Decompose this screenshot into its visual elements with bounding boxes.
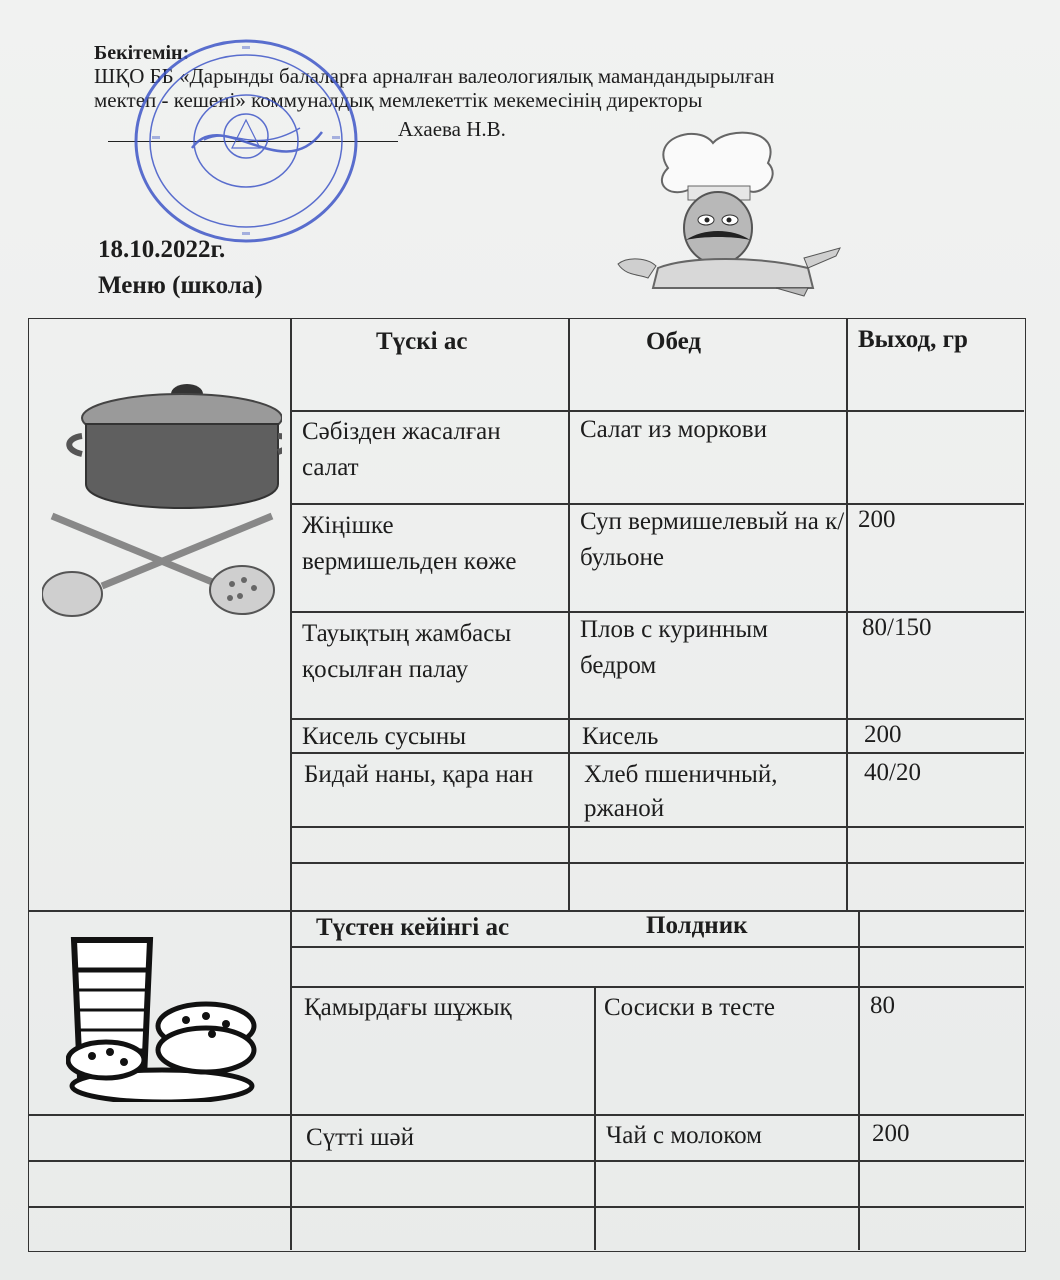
approval-org-line1: ШҚО ББ «Дарынды балаларға арналған валеологиялық мамандандырылған	[94, 64, 775, 88]
lunch-header-yield: Выход, гр	[858, 326, 968, 353]
lunch-row-3-kz: Тауықтың жамбасы қосылған палау	[302, 620, 512, 683]
glass-of-milk-with-cookies-icon	[66, 930, 262, 1102]
lunch-row-3-ru: Плов с куринным бедром	[580, 616, 768, 679]
snack-row-1-kz: Қамырдағы шұжық	[304, 994, 512, 1021]
lunch-row-1-ru: Салат из моркови	[580, 416, 767, 443]
lunch-row-5-kz: Бидай наны, қара нан	[304, 761, 534, 788]
lunch-row-2-ru: Суп вермишелевый на к/бульоне	[580, 508, 845, 571]
official-stamp	[132, 36, 360, 246]
lunch-row-2-yield: 200	[858, 506, 896, 533]
snack-row-2-kz: Сүтті шәй	[306, 1124, 414, 1151]
menu-title: Меню (школа)	[98, 272, 263, 299]
cooking-pot-with-ladles-icon	[42, 366, 282, 626]
lunch-row-4-yield: 200	[864, 721, 902, 748]
snack-row-1-ru: Сосиски в тесте	[604, 994, 775, 1021]
chef-illustration	[608, 128, 848, 298]
lunch-row-5-yield: 40/20	[864, 759, 921, 786]
snack-header-kz: Түстен кейінгі ас	[316, 914, 510, 941]
snack-row-2-ru: Чай с молоком	[606, 1122, 763, 1149]
lunch-row-3-yield: 80/150	[862, 614, 932, 641]
lunch-header-ru: Обед	[646, 328, 702, 355]
lunch-row-4-kz: Кисель сусыны	[302, 723, 467, 750]
approval-org-line2: мектеп - кешені» коммуналдық мемлекеттік мекемесінің директоры	[94, 88, 703, 112]
snack-row-1-yield: 80	[870, 992, 895, 1019]
snack-row-2-yield: 200	[872, 1120, 910, 1147]
approval-label: Бекітемін:	[94, 42, 190, 64]
menu-date: 18.10.2022г.	[98, 236, 226, 263]
lunch-row-1-kz: Сәбізден жасалған салат	[302, 418, 501, 481]
lunch-header-kz: Түскі ас	[376, 328, 468, 355]
signer-name: Ахаева Н.В.	[398, 117, 506, 141]
lunch-row-4-ru: Кисель	[582, 723, 659, 750]
snack-header-ru: Полдник	[646, 912, 748, 939]
lunch-row-5-ru: Хлеб пшеничный, ржаной	[584, 761, 778, 822]
lunch-row-2-kz: Жіңішке вермишельден көже	[302, 512, 517, 575]
